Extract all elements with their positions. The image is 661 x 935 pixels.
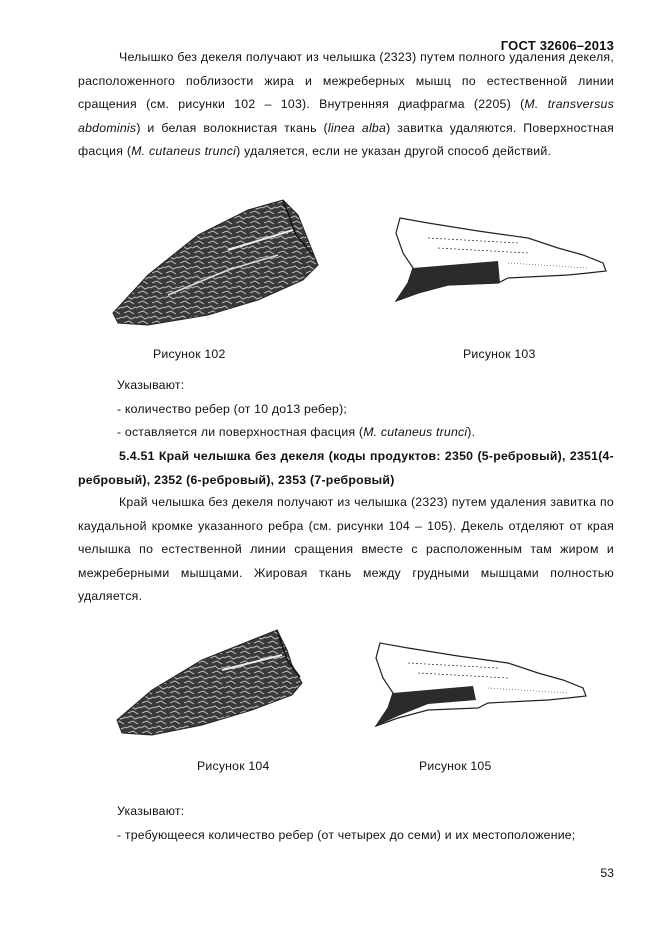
figure-105-diagram	[368, 638, 590, 728]
figure-105-caption: Рисунок 105	[419, 759, 492, 773]
figure-104-caption: Рисунок 104	[197, 759, 270, 773]
document-header: ГОСТ 32606–2013	[500, 38, 614, 53]
specify-title-1: Указывают:	[117, 378, 185, 392]
specify-item-1: - количество ребер (от 10 до13 ребер);	[117, 402, 348, 416]
specify-item-3: - требующееся количество ребер (от четырех до семи) и их местоположение;	[117, 828, 576, 842]
page-number: 53	[600, 866, 614, 880]
figure-103-diagram	[388, 213, 610, 303]
specify-title-2: Указывают:	[117, 804, 185, 818]
figure-104-image	[112, 625, 307, 740]
figure-102-image	[108, 195, 323, 330]
figure-102-caption: Рисунок 102	[153, 347, 226, 361]
section-body: Край челышка без декеля получают из челышка (2323) путем удаления завитка по каудальной кромке указанного ребра (см. рисунки 104 – 105). Декель отделяют от края челышка по естественной линии сращения вместе с расположенным там жиром и межреберными мышцами. Жировая ткань между грудными мышцами полностью удаляется.	[78, 495, 614, 603]
paragraph-1: Челышко без декеля получают из челышка (2323) путем полного удаления декеля, расположенного поблизости жира и межреберных мышц по естественной линии сращения (см. рисунки 102 – 103). Внутренняя диафрагма (2205) (M. transversus abdominis) и белая волокнистая ткань (linea alba) завитка удаляются. Поверхностная фасция (M. cutaneus trunci) удаляется, если не указан другой способ действий.	[78, 50, 615, 158]
specify-item-2: - оставляется ли поверхностная фасция (M. cutaneus trunci).	[117, 425, 476, 439]
section-heading: 5.4.51 Край челышка без декеля (коды продуктов: 2350 (5-ребровый), 2351(4-ребровый), 2352 (6-ребровый), 2353 (7-ребровый)	[78, 449, 614, 487]
figure-103-caption: Рисунок 103	[463, 347, 536, 361]
